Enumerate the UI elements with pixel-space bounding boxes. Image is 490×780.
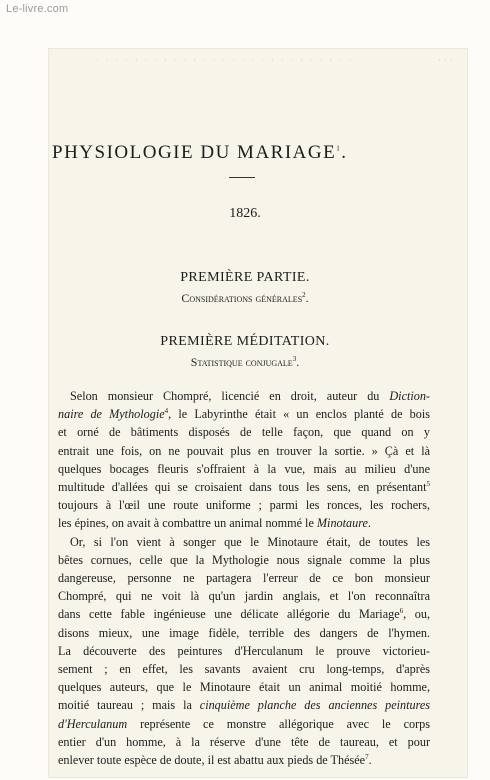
text-line bbox=[58, 405, 430, 423]
text-line: Or, si l'on vient à songer que le Minotaure était, de toutes les bbox=[70, 534, 430, 549]
meditation-subtitle bbox=[0, 355, 490, 370]
italic-text: Diction- bbox=[389, 389, 430, 403]
part-subtitle-period: . bbox=[305, 291, 309, 305]
text-line: dangereuse, personne ne partagera l'erreur de ce bon monsieur bbox=[58, 571, 430, 586]
footnote-ref-7: 7 bbox=[365, 753, 369, 761]
text-run: multitude d'allées qui se croisaient dans tous les sens, en présentant bbox=[58, 480, 427, 495]
chapter-title bbox=[52, 142, 432, 164]
footnote-ref-5: 5 bbox=[426, 479, 430, 488]
title-divider bbox=[229, 177, 255, 178]
meditation-heading: PREMIÈRE MÉDITATION. bbox=[160, 334, 330, 349]
footnote-ref-3: 3 bbox=[292, 355, 297, 363]
text-run: . bbox=[368, 753, 372, 768]
chapter-title-period: . bbox=[341, 142, 348, 163]
text-line: Chompré, qui ne voit là qu'un jardin anglais, et l'on reconnaîtra bbox=[58, 589, 430, 604]
text-line: entrait une fois, on ne pouvait plus en trouver la sortie. » Çà et là bbox=[58, 443, 430, 458]
text-line bbox=[58, 751, 430, 769]
italic-text: naire de Mythologie bbox=[58, 407, 165, 422]
text-line: et orné de bâtiments disposés de telle façon, que quand on y bbox=[58, 425, 430, 440]
text-run: représente ce monstre allégorique avec le corps bbox=[127, 716, 430, 731]
text-run: , le Labyrinthe était « un enclos planté de bois bbox=[168, 407, 431, 422]
meditation-subtitle-text: Statistique conjugale bbox=[190, 355, 293, 369]
text-run: dans cette fable ingénieuse une délicate allégorie du Mariage bbox=[58, 607, 400, 622]
text-line: La découverte des peintures d'Herculanum le prouve victorieu- bbox=[58, 643, 430, 658]
text-run: . bbox=[367, 516, 371, 531]
text-line bbox=[58, 605, 430, 623]
italic-text: d'Herculanum bbox=[58, 716, 128, 731]
text-line: quelques auteurs, que le Minotaure était un animal moitié homme, bbox=[58, 680, 430, 695]
text-run: enlever toute espèce de doute, il est abattu aux pieds de Thésée bbox=[58, 753, 366, 768]
bleed-through-header: · · · · · · · · · · · · · · · · · · · · · · · · · · · bbox=[96, 56, 354, 66]
footnote-ref-6: 6 bbox=[399, 607, 404, 616]
chapter-title-text: PHYSIOLOGIE DU MARIAGE bbox=[52, 142, 337, 163]
text-run: Selon monsieur Chompré, licencié en droit, auteur du bbox=[70, 389, 390, 403]
part-subtitle bbox=[0, 291, 490, 306]
italic-text: Minotaure bbox=[316, 516, 368, 531]
site-watermark: Le-livre.com bbox=[6, 3, 69, 15]
body-text bbox=[58, 387, 430, 769]
text-run: , ou, bbox=[403, 607, 430, 622]
text-line bbox=[58, 514, 430, 532]
bleed-through-page-number: · · · bbox=[438, 56, 453, 66]
text-run: les épines, on avait à combattre un animal nommé le bbox=[58, 516, 317, 531]
publication-year: 1826. bbox=[229, 206, 261, 221]
text-run: moitié taureau ; mais la bbox=[58, 698, 200, 713]
text-line: sement ; en effet, les savants avaient cru long-temps, d'après bbox=[58, 662, 430, 677]
paragraph-1 bbox=[58, 387, 430, 533]
text-line: toujours à l'œil une route uniforme ; parmi les ronces, les rochers, bbox=[58, 498, 430, 513]
text-line bbox=[58, 387, 430, 405]
text-line: entier d'un homme, à la réserve d'une tête de taureau, et pour bbox=[58, 734, 430, 749]
part-heading: PREMIÈRE PARTIE. bbox=[180, 270, 310, 285]
text-line bbox=[58, 478, 430, 496]
footnote-ref-2: 2 bbox=[302, 291, 306, 299]
text-line: disons mieux, une image fidèle, terrible des dangers de l'hymen. bbox=[58, 625, 430, 640]
meditation-subtitle-period: . bbox=[296, 355, 300, 369]
text-line: quelques bocages fleuris s'offraient à la vue, mais au milieu d'une bbox=[58, 461, 430, 476]
footnote-ref-4: 4 bbox=[164, 407, 169, 416]
part-subtitle-text: Considérations générales bbox=[181, 291, 303, 305]
italic-text: cinquième planche des anciennes peintures bbox=[199, 698, 431, 713]
text-line bbox=[58, 696, 430, 714]
footnote-ref-1: 1 bbox=[336, 144, 342, 153]
text-line: bêtes cornues, celle que la Mythologie nous signale comme la plus bbox=[58, 552, 430, 567]
paragraph-2 bbox=[58, 533, 430, 770]
text-line bbox=[58, 715, 430, 733]
